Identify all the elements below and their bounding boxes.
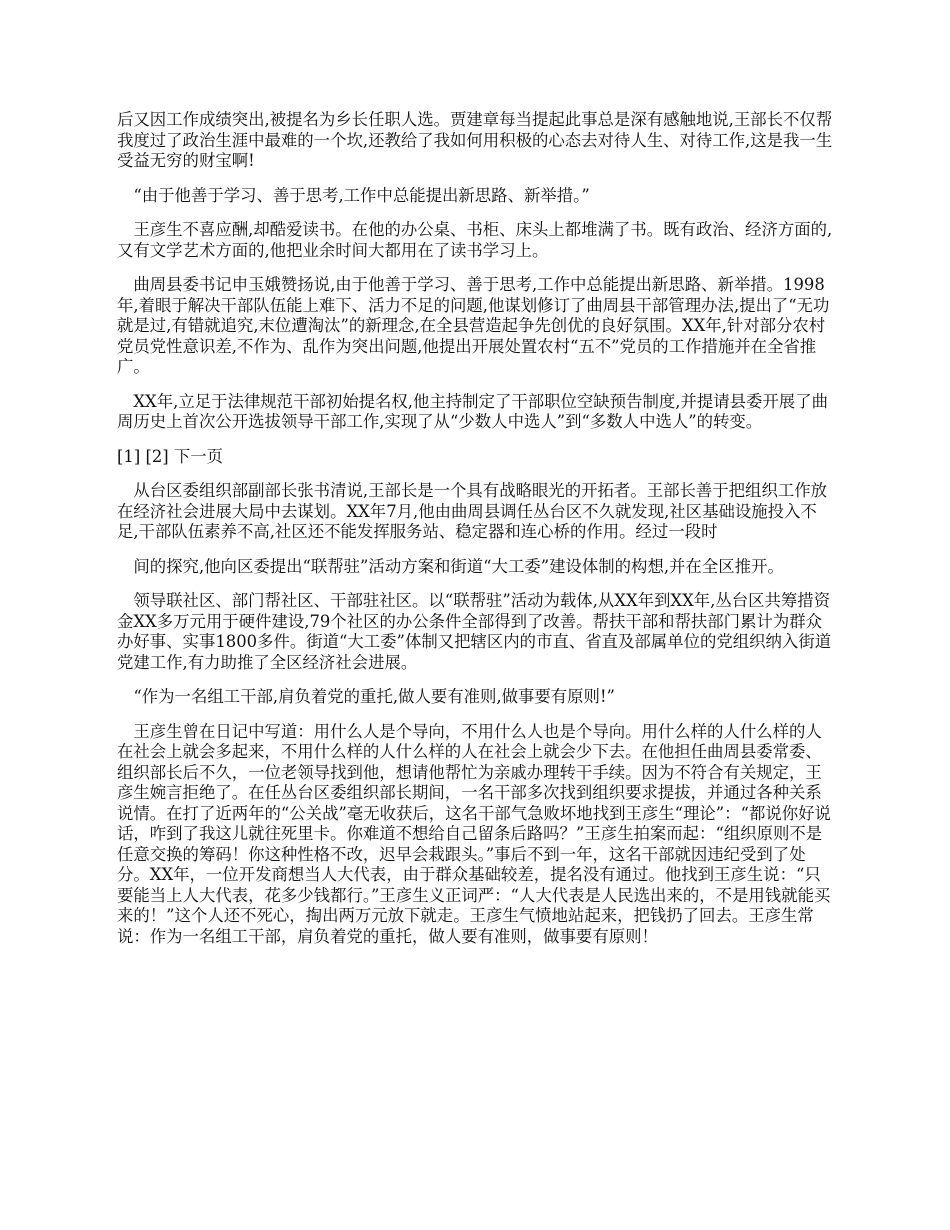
paragraph: 曲周县委书记申玉娥赞扬说,由于他善于学习、善于思考,工作中总能提出新思路、新举措。1998年,着眼于解决干部队伍能上难下、活力不足的问题,他谋划修订了曲周县干部管理办法,提出了“无功就是过,有错就追究,末位遭淘汰”的新理念,在全县营造起争先创优的良好氛围。XX年,针对部分农村党员党性意识差,不作为、乱作为突出问题,他提出开展处置农村“五不”党员的工作措施并在全省推广。 [117, 275, 830, 376]
paragraph: 王彦生不喜应酬,却酷爱读书。在他的办公桌、书柜、床头上都堆满了书。既有政治、经济方面的,又有文学艺术方面的,他把业余时间大都用在了读书学习上。 [117, 220, 833, 260]
document-body [117, 110, 837, 961]
paragraph: 后又因工作成绩突出,被提名为乡长任职人选。贾建章每当提起此事总是深有感触地说,王部长不仅帮我度过了政治生涯中最难的一个坎,还教给了我如何用积极的心态去对待人生、对待工作,这是我一生受益无穷的财宝啊! [117, 110, 833, 170]
paragraph: 间的探究,他向区委提出“联帮驻”活动方案和街道“大工委”建设体制的构想,并在全区推开。 [133, 556, 784, 576]
quote-heading: “由于他善于学习、善于思考,工作中总能提出新思路、新举措。” [133, 185, 590, 205]
paragraph: 王彦生曾在日记中写道：用什么人是个导向，不用什么人也是个导向。用什么样的人什么样的人在社会上就会多起来，不用什么样的人什么样的人在社会上就会少下去。在他担任曲周县委常委、组织部长后不久，一位老领导找到他，想请他帮忙为亲戚办理转干手续。因为不符合有关规定，王彦生婉言拒绝了。在任丛台区委组织部长期间，一名干部多次找到组织要求提拔，并通过各种关系说情。在打了近两年的“公关战”毫无收获后，这名干部气急败坏地找到王彦生“理论”：“都说你好说话，咋到了我这儿就往死里卡。你难道不想给自己留条后路吗？”王彦生拍案而起：“组织原则不是任意交换的筹码！你这种性格不改，迟早会栽跟头。”事后不到一年，这名干部就因违纪受到了处分。XX年，一位开发商想当人大代表，由于群众基础较差，提名没有通过。他找到王彦生说：“只要能当上人大代表，花多少钱都行。”王彦生义正词严：“人大代表是人民选出来的，不是用钱就能买来的！”这个人还不死心，掏出两万元放下就走。王彦生气愤地站起来，把钱扔了回去。王彦生常说：作为一名组工干部，肩负着党的重托，做人要有准则，做事要有原则！ [117, 721, 831, 946]
paragraph: 领导联社区、部门帮社区、干部驻社区。以“联帮驻”活动为载体,从XX年到XX年,丛台区共筹措资金XX多万元用于硬件建设,79个社区的办公条件全部得到了改善。帮扶干部和帮扶部门累计为群众办好事、实事1800多件。街道“大工委”体制又把辖区内的市直、省直及部属单位的党组织纳入街道党建工作,有力助推了全区经济社会进展。 [117, 591, 832, 672]
paragraph: XX年,立足于法律规范干部初始提名权,他主持制定了干部职位空缺预告制度,并提请县委开展了曲周历史上首次公开选拔领导干部工作,实现了从“少数人中选人”到“多数人中选人”的转变。 [117, 391, 828, 431]
next-page-link[interactable]: 下一页 [173, 446, 224, 466]
page-link-2[interactable]: [2] [145, 446, 169, 466]
pagination [117, 447, 837, 468]
paragraph: 从台区委组织部副部长张书清说,王部长是一个具有战略眼光的开拓者。王部长善于把组织工作放在经济社会进展大局中去谋划。XX年7月,他由曲周县调任丛台区不久就发现,社区基础设施投入不足,干部队伍素养不高,社区还不能发挥服务站、稳定器和连心桥的作用。经过一段时 [117, 481, 828, 541]
quote-heading: “作为一名组工干部,肩负着党的重托,做人要有准则,做事要有原则!” [133, 687, 615, 706]
page-link-1[interactable]: [1] [117, 446, 141, 466]
